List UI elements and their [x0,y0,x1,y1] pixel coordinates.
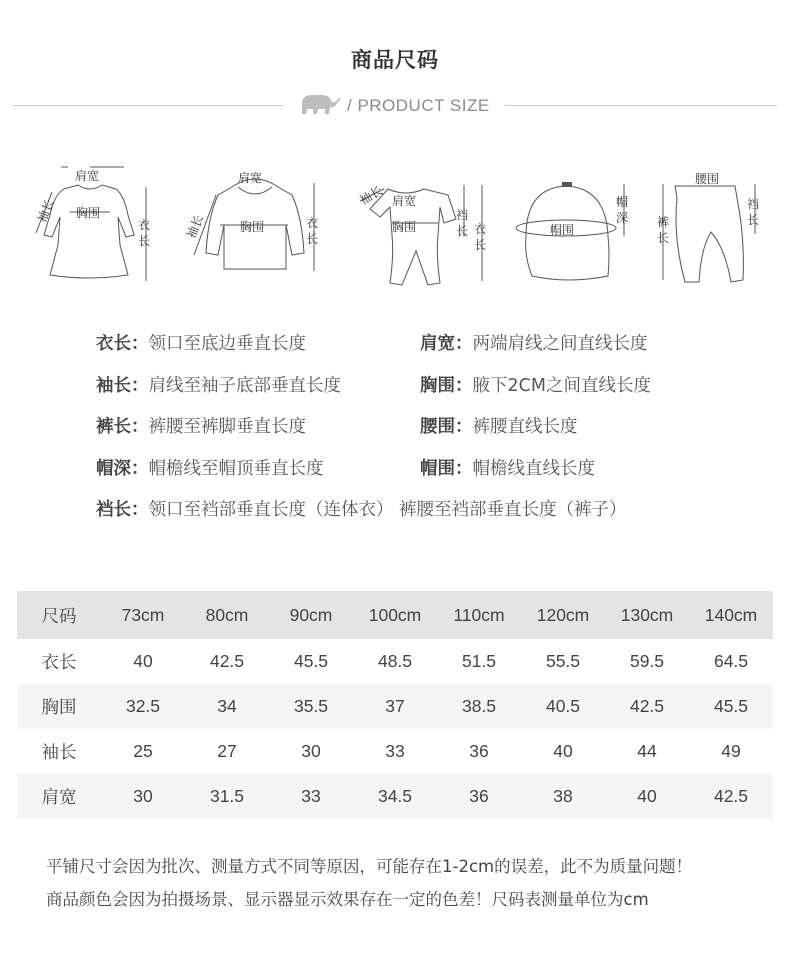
table-cell: 27 [217,741,237,761]
disclaimer-notes [46,850,766,916]
table-cell: 36 [469,741,489,761]
table-cell: 40 [605,774,689,819]
definition-item: 裆长：领口至裆部垂直长度（连体衣） 裤腰至裆部垂直长度（裤子） [96,500,627,520]
column-header: 120cm [521,591,605,639]
hoodie-shoulder-label: 肩宽 [238,171,263,185]
dress-length-label-1: 衣 [138,218,151,232]
column-header: 尺码 [17,591,101,639]
table-cell: 31.5 [185,774,269,819]
table-cell: 48.5 [377,651,413,671]
table-cell: 34.5 [353,774,437,819]
romper-length-label-2: 长 [474,238,487,252]
definition-row [96,455,756,497]
dress-sleeve-label: 袖长 [34,197,57,225]
table-header-row [17,591,773,639]
definition-item: 裤长：裤腰至裤脚垂直长度 [96,417,306,437]
pants-length-label-2: 长 [657,231,670,245]
definition-row [96,330,756,372]
table-cell: 51.5 [461,651,497,671]
row-label: 袖长 [41,743,77,763]
column-header: 130cm [605,591,689,639]
romper-chest-label: 胸围 [392,220,417,234]
definition-item: 肩宽：两端肩线之间直线长度 [420,334,648,354]
table-row [17,639,773,684]
table-cell: 34 [185,684,269,729]
row-label: 胸围 [17,684,101,729]
table-cell: 55.5 [545,651,581,671]
cap-circumference-label: 帽围 [550,223,575,237]
table-cell: 30 [301,741,321,761]
hoodie-length-label-1: 衣 [306,216,319,230]
table-cell: 42.5 [689,774,773,819]
definition-item: 帽围：帽檐线直线长度 [420,458,595,479]
pants-crotch-label-1: 裆 [747,197,760,211]
row-label: 肩宽 [17,774,101,819]
table-cell: 37 [353,684,437,729]
table-cell: 32.5 [101,684,185,729]
definition-row [96,413,756,455]
pants-diagram [655,168,770,288]
subtitle: / PRODUCT SIZE [347,96,490,115]
column-header: 110cm [437,591,521,639]
table-cell: 49 [721,741,741,761]
cap-diagram [512,180,637,290]
definition-item: 腰围：裤腰直线长度 [420,417,578,437]
cap-depth-label-2: 深 [616,211,629,225]
table-cell: 30 [101,774,185,819]
measurement-definitions [96,330,756,538]
definition-item: 袖长：肩线至袖子底部垂直长度 [96,375,341,396]
column-header: 80cm [185,591,269,639]
definition-item: 帽深：帽檐线至帽顶垂直长度 [96,458,324,479]
table-row [17,774,773,819]
romper-crotch-label-1: 裆 [456,208,469,222]
table-cell: 35.5 [269,684,353,729]
table-cell: 33 [385,741,405,761]
table-cell: 64.5 [713,651,749,671]
divider-right [505,105,777,106]
table-cell: 59.5 [629,651,665,671]
romper-shoulder-label: 肩宽 [392,194,417,208]
table-cell: 25 [133,741,153,761]
table-cell: 36 [437,774,521,819]
row-label: 衣长 [41,653,77,673]
romper-sleeve-label: 袖长 [357,183,386,208]
definition-row [96,372,756,414]
definition-row [96,496,756,538]
table-cell: 45.5 [689,684,773,729]
pants-length-label-1: 裤 [657,215,670,229]
column-header: 100cm [353,591,437,639]
table-cell: 40 [553,741,573,761]
table-cell: 44 [637,741,657,761]
dress-chest-label: 胸围 [76,206,101,220]
romper-diagram [352,165,497,290]
table-cell: 38 [521,774,605,819]
column-header: 90cm [269,591,353,639]
hoodie-diagram [180,165,330,285]
table-row [17,729,773,774]
definition-item: 胸围：腋下2CM之间直线长度 [420,375,651,396]
table-cell: 38.5 [437,684,521,729]
table-cell: 40.5 [521,684,605,729]
table-cell: 42.5 [605,684,689,729]
note-line: 平铺尺寸会因为批次、测量方式不同等原因，可能存在1-2cm的误差，此不为质量问题！ [46,857,693,876]
table-cell: 33 [269,774,353,819]
column-header: 73cm [101,591,185,639]
definition-item: 衣长：领口至底边垂直长度 [96,334,306,354]
table-row [17,684,773,729]
note-line: 商品颜色会因为拍摄场景、显示器显示效果存在一定的色差！尺码表测量单位为cm [46,890,649,909]
table-cell: 45.5 [293,651,329,671]
romper-crotch-label-2: 长 [456,224,469,238]
hoodie-sleeve-label: 袖长 [184,213,207,241]
divider-left [12,105,284,106]
hoodie-chest-label: 胸围 [240,220,265,234]
table-cell: 40 [133,651,153,671]
pants-waist-label: 腰围 [695,172,720,186]
romper-length-label-1: 衣 [474,222,487,236]
dress-diagram [28,165,160,285]
table-cell: 42.5 [209,651,245,671]
cap-depth-label-1: 帽 [616,195,629,209]
pants-crotch-label-2: 长 [747,213,760,227]
dress-shoulder-label: 肩宽 [75,169,100,183]
column-header: 140cm [689,591,773,639]
dress-length-label-2: 长 [138,234,151,248]
cap-button [562,182,572,187]
hoodie-length-label-2: 长 [306,232,319,246]
size-table [17,591,773,819]
elephant-icon [296,92,342,118]
subtitle-row [0,92,790,120]
page-title: 商品尺码 [351,48,439,72]
